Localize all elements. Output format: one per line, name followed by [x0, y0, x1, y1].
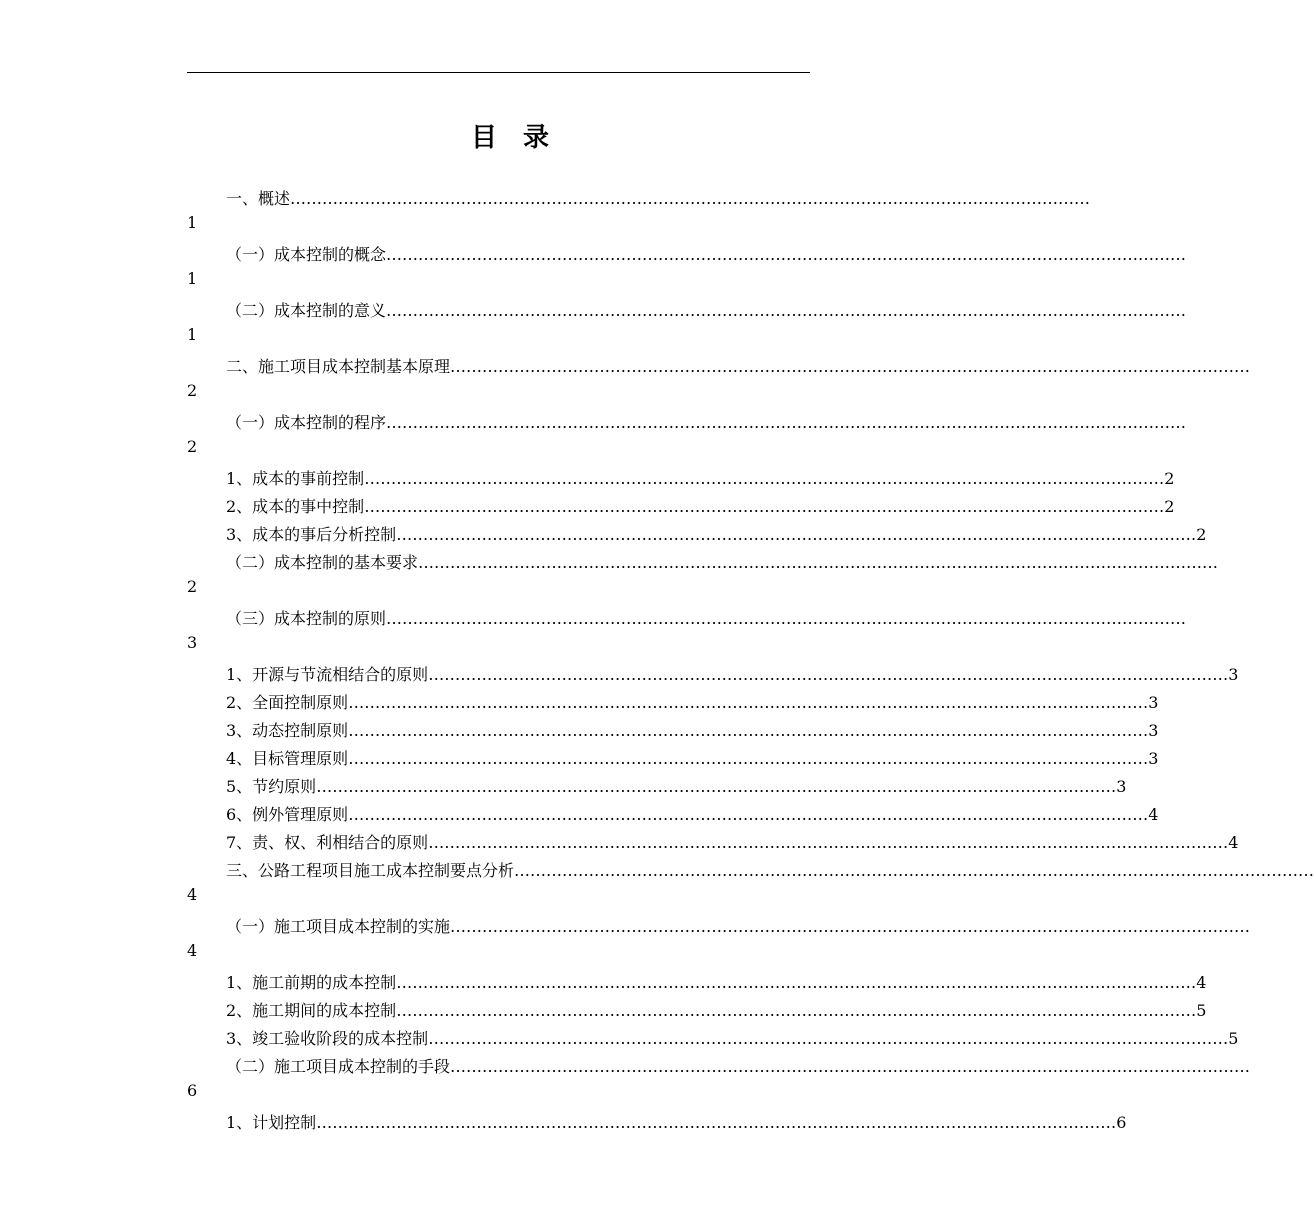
toc-entry-page: 3	[1148, 749, 1159, 768]
toc-entry-label: 3、动态控制原则	[226, 721, 349, 740]
toc-leader-dots: ……………………………………………………………………………………………………………………………………	[386, 413, 1187, 432]
toc-entry-label: 7、责、权、利相结合的原则	[226, 833, 429, 852]
toc-leader-dots: ……………………………………………………………………………………………………………………………………	[316, 1113, 1117, 1132]
toc-leader-dots: ……………………………………………………………………………………………………………………………………	[396, 973, 1197, 992]
toc-entry[interactable]	[226, 1112, 1127, 1134]
toc-entry-label: （二）成本控制的基本要求	[226, 553, 419, 572]
toc-entry[interactable]	[226, 916, 1251, 938]
toc-entry-label: 1、施工前期的成本控制	[226, 973, 397, 992]
toc-leader-dots: ……………………………………………………………………………………………………………………………………	[364, 497, 1165, 516]
toc-entry[interactable]	[226, 468, 1175, 490]
toc-leader-dots: ……………………………………………………………………………………………………………………………………	[386, 245, 1187, 264]
toc-entry-page: 4	[187, 885, 198, 904]
toc-entry-page: 2	[1164, 497, 1175, 516]
toc-entry-page: 3	[187, 633, 198, 652]
toc-leader-dots: ……………………………………………………………………………………………………………………………………	[348, 693, 1149, 712]
toc-entry[interactable]	[226, 300, 1187, 322]
toc-entry[interactable]	[226, 692, 1159, 714]
title-char-1: 目	[470, 123, 497, 153]
toc-entry-page: 2	[1196, 525, 1207, 544]
toc-entry[interactable]	[226, 972, 1207, 994]
toc-entry-page: 2	[187, 577, 198, 596]
toc-entry-label: 6、例外管理原则	[226, 805, 349, 824]
toc-entry-page: 4	[1196, 973, 1207, 992]
toc-entry[interactable]	[226, 720, 1159, 742]
toc-entry[interactable]	[226, 608, 1187, 630]
toc-leader-dots: ……………………………………………………………………………………………………………………………………	[396, 1001, 1197, 1020]
toc-entry[interactable]	[226, 552, 1219, 574]
toc-entry-label: （二）施工项目成本控制的手段	[226, 1057, 451, 1076]
toc-entry-page: 1	[187, 213, 198, 232]
toc-entry-page: 3	[1228, 665, 1239, 684]
toc-entry-label: （一）成本控制的程序	[226, 413, 387, 432]
toc-leader-dots: ……………………………………………………………………………………………………………………………………	[348, 721, 1149, 740]
toc-entry-page: 4	[1228, 833, 1239, 852]
toc-leader-dots: ……………………………………………………………………………………………………………………………………	[290, 189, 1091, 208]
toc-entry[interactable]	[226, 244, 1187, 266]
toc-entry[interactable]	[226, 412, 1187, 434]
toc-entry-label: 二、施工项目成本控制基本原理	[226, 357, 451, 376]
toc-entry-label: 一、概述	[226, 189, 291, 208]
toc-leader-dots: ……………………………………………………………………………………………………………………………………	[450, 357, 1251, 376]
toc-entry[interactable]	[226, 748, 1159, 770]
toc-entry[interactable]	[226, 1000, 1207, 1022]
toc-leader-dots: ……………………………………………………………………………………………………………………………………	[396, 525, 1197, 544]
toc-leader-dots: ……………………………………………………………………………………………………………………………………	[316, 777, 1117, 796]
toc-leader-dots: ……………………………………………………………………………………………………………………………………	[450, 1057, 1251, 1076]
toc-entry-page: 4	[1148, 805, 1159, 824]
toc-leader-dots: ……………………………………………………………………………………………………………………………………	[428, 665, 1229, 684]
toc-entry-label: 5、节约原则	[226, 777, 317, 796]
toc-leader-dots: ……………………………………………………………………………………………………………………………………	[428, 1029, 1229, 1048]
toc-entry-label: 3、竣工验收阶段的成本控制	[226, 1029, 429, 1048]
toc-leader-dots: ……………………………………………………………………………………………………………………………………	[386, 301, 1187, 320]
toc-entry[interactable]	[226, 188, 1091, 210]
toc-entry-label: 1、计划控制	[226, 1113, 317, 1132]
toc-leader-dots: ……………………………………………………………………………………………………………………………………	[348, 749, 1149, 768]
toc-entry-page: 4	[187, 941, 198, 960]
toc-entry[interactable]	[226, 776, 1127, 798]
toc-entry-label: 2、施工期间的成本控制	[226, 1001, 397, 1020]
toc-leader-dots: ……………………………………………………………………………………………………………………………………	[514, 861, 1314, 880]
toc-entry-label: 3、成本的事后分析控制	[226, 525, 397, 544]
toc-entry-label: （三）成本控制的原则	[226, 609, 387, 628]
toc-entry[interactable]	[226, 832, 1239, 854]
toc-entry-page: 2	[187, 381, 198, 400]
toc-entry-label: 三、公路工程项目施工成本控制要点分析	[226, 861, 515, 880]
toc-entry-page: 6	[187, 1081, 198, 1100]
toc-leader-dots: ……………………………………………………………………………………………………………………………………	[428, 833, 1229, 852]
toc-entry-page: 1	[187, 269, 198, 288]
toc-entry[interactable]	[226, 664, 1239, 686]
toc-entry-page: 2	[187, 437, 198, 456]
toc-entry[interactable]	[226, 860, 1314, 882]
title-char-2: 录	[523, 123, 550, 153]
toc-entry[interactable]	[226, 356, 1251, 378]
toc-leader-dots: ……………………………………………………………………………………………………………………………………	[418, 553, 1219, 572]
toc-entry[interactable]	[226, 524, 1207, 546]
toc-entry-page: 5	[1228, 1029, 1239, 1048]
toc-entry-page: 5	[1196, 1001, 1207, 1020]
toc-entry[interactable]	[226, 496, 1175, 518]
toc-entry-label: （一）成本控制的概念	[226, 245, 387, 264]
toc-leader-dots: ……………………………………………………………………………………………………………………………………	[450, 917, 1251, 936]
toc-leader-dots: ……………………………………………………………………………………………………………………………………	[364, 469, 1165, 488]
toc-entry[interactable]	[226, 1028, 1239, 1050]
toc-entry-label: 2、成本的事中控制	[226, 497, 365, 516]
toc-entry-page: 3	[1148, 721, 1159, 740]
toc-entry-page: 3	[1116, 777, 1127, 796]
toc-entry-page: 6	[1116, 1113, 1127, 1132]
toc-leader-dots: ……………………………………………………………………………………………………………………………………	[348, 805, 1149, 824]
toc-entry-label: （二）成本控制的意义	[226, 301, 387, 320]
toc-entry-page: 3	[1148, 693, 1159, 712]
toc-entry-page: 2	[1164, 469, 1175, 488]
toc-entry-label: 1、开源与节流相结合的原则	[226, 665, 429, 684]
toc-leader-dots: ……………………………………………………………………………………………………………………………………	[386, 609, 1187, 628]
toc-entry-label: 4、目标管理原则	[226, 749, 349, 768]
toc-entry[interactable]	[226, 1056, 1251, 1078]
toc-entry-page: 1	[187, 325, 198, 344]
toc-entry[interactable]	[226, 804, 1159, 826]
toc-entry-label: 2、全面控制原则	[226, 693, 349, 712]
toc-entry-label: 1、成本的事前控制	[226, 469, 365, 488]
toc-entry-label: （一）施工项目成本控制的实施	[226, 917, 451, 936]
